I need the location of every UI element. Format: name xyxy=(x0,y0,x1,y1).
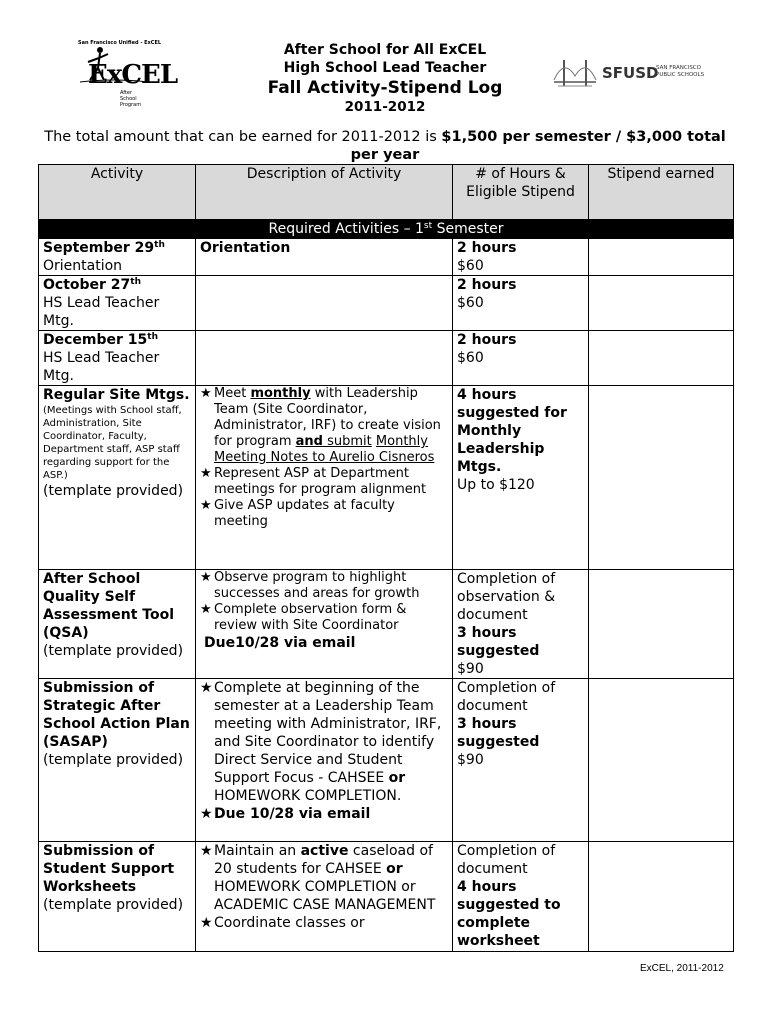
list-item: ★ Give ASP updates at faculty meeting xyxy=(200,498,395,529)
role-title: High School Lead Teacher xyxy=(283,60,487,76)
page-footer: ExCEL, 2011-2012 xyxy=(640,963,724,974)
stipend-earned-input-cell[interactable] xyxy=(589,386,734,570)
activity-cell: After School Quality Self Assessment Tool (QSA) (template provided) xyxy=(39,570,196,679)
activity-cell: September 29th Orientation xyxy=(39,239,196,276)
description-cell: Orientation xyxy=(196,239,453,276)
section-header-row xyxy=(39,220,734,239)
hours-cell: Completion of observation & document 3 hours suggested $90 xyxy=(453,570,589,679)
description-cell xyxy=(196,331,453,386)
table-row xyxy=(39,386,734,570)
hours-cell: 2 hours $60 xyxy=(453,276,589,331)
list-item: ★ Meet monthly with Leadership Team (Site Coordinator, Administrator, IRF) to create vision for program and submit Monthly Meeting Notes to Aurelio Cisneros xyxy=(200,386,441,465)
table-header-row xyxy=(39,165,734,220)
hours-cell: 2 hours $60 xyxy=(453,239,589,276)
logo-tagline-top: San Francisco Unified - ExCEL xyxy=(78,40,162,46)
golden-gate-bridge-icon xyxy=(552,54,598,90)
stipend-earned-input-cell[interactable] xyxy=(589,331,734,386)
school-year: 2011-2012 xyxy=(344,99,426,115)
list-item: ★ Coordinate classes or xyxy=(200,915,365,931)
col-header-stipend-earned: Stipend earned xyxy=(589,165,734,220)
activity-cell: Submission of Student Support Worksheets (template provided) xyxy=(39,842,196,952)
list-item: ★ Complete observation form & review with Site Coordinator xyxy=(200,602,407,633)
table-row xyxy=(39,842,734,952)
excel-logo xyxy=(76,38,178,112)
stipend-earned-input-cell[interactable] xyxy=(589,570,734,679)
list-item: ★ Due 10/28 via email xyxy=(200,806,371,822)
activity-cell: Submission of Strategic After School Action Plan (SASAP) (template provided) xyxy=(39,679,196,842)
list-item: ★ Maintain an active caseload of 20 students for CAHSEE or HOMEWORK COMPLETION or ACADEMIC CASE MANAGEMENT xyxy=(200,843,436,913)
table-row xyxy=(39,570,734,679)
activity-cell: October 27th HS Lead Teacher Mtg. xyxy=(39,276,196,331)
stipend-earned-input-cell[interactable] xyxy=(589,239,734,276)
table-row xyxy=(39,331,734,386)
logo-tagline-bottom: After School Program xyxy=(120,90,142,108)
description-cell xyxy=(196,679,453,842)
list-item: ★ Represent ASP at Department meetings for program alignment xyxy=(200,466,427,497)
hours-cell: 2 hours $60 xyxy=(453,331,589,386)
activity-cell: December 15th HS Lead Teacher Mtg. xyxy=(39,331,196,386)
star-icon: ★ xyxy=(200,915,213,931)
star-icon: ★ xyxy=(200,498,212,513)
stipend-earned-input-cell[interactable] xyxy=(589,276,734,331)
col-header-activity: Activity xyxy=(39,165,196,220)
program-title: After School for All ExCEL xyxy=(283,42,487,58)
due-date: Due10/28 via email xyxy=(204,635,356,651)
description-cell xyxy=(196,842,453,952)
stipend-earned-input-cell[interactable] xyxy=(589,679,734,842)
star-icon: ★ xyxy=(200,386,212,401)
col-header-description: Description of Activity xyxy=(196,165,453,220)
hours-cell: 4 hours suggested for Monthly Leadership Mtgs. Up to $120 xyxy=(453,386,589,570)
table-row xyxy=(39,679,734,842)
document-title: Fall Activity-Stipend Log xyxy=(267,78,503,98)
star-icon: ★ xyxy=(200,806,213,822)
star-icon: ★ xyxy=(200,680,213,696)
sfusd-wordmark: SFUSD xyxy=(602,64,659,82)
activity-stipend-table xyxy=(38,164,734,952)
activity-cell: Regular Site Mtgs. (Meetings with School staff, Administration, Site Coordinator, Faculty, Department staff, ASP staff regarding support for the ASP.) (template provided) xyxy=(39,386,196,570)
stipend-earned-input-cell[interactable] xyxy=(589,842,734,952)
hours-cell: Completion of document 4 hours suggested to complete worksheet xyxy=(453,842,589,952)
table-row xyxy=(39,276,734,331)
table-row xyxy=(39,239,734,276)
description-cell xyxy=(196,386,453,570)
star-icon: ★ xyxy=(200,570,212,585)
list-item: ★ Observe program to highlight successes and areas for growth xyxy=(200,570,420,601)
list-item: ★ Complete at beginning of the semester at a Leadership Team meeting with Administrator, IRF, and Site Coordinator to identify Direct Service and Student Support Focus - CAHSEE or HOMEWORK COMPLETION. xyxy=(200,680,442,804)
star-icon: ★ xyxy=(200,602,212,617)
col-header-hours: # of Hours & Eligible Stipend xyxy=(453,165,589,220)
logo-wordmark: ExCEL xyxy=(88,60,178,90)
earning-summary: The total amount that can be earned for 2011-2012 is $1,500 per semester / $3,000 total per year xyxy=(44,129,726,163)
description-cell xyxy=(196,276,453,331)
star-icon: ★ xyxy=(200,843,213,859)
sfusd-subtitle: SAN FRANCISCO PUBLIC SCHOOLS xyxy=(656,65,705,78)
star-icon: ★ xyxy=(200,466,212,481)
sfusd-logo xyxy=(552,52,722,92)
hours-cell: Completion of document 3 hours suggested $90 xyxy=(453,679,589,842)
description-cell xyxy=(196,570,453,679)
section-title: Required Activities – 1st Semester xyxy=(39,220,734,239)
